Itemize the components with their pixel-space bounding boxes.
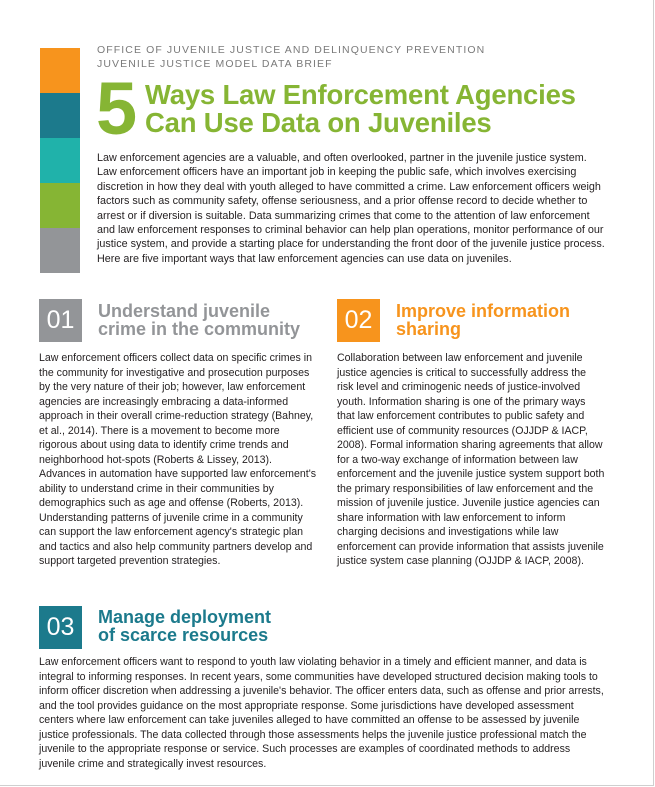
color-bar-dark-teal [40, 93, 80, 138]
section-title-03-line-2: of scarce resources [98, 625, 269, 645]
color-bar-stack [40, 48, 80, 273]
section-title-01-line-1: Understand juvenile [98, 301, 271, 321]
section-number-02: 02 [337, 299, 380, 342]
intro-paragraph: Law enforcement agencies are a valuable, and often overlooked, partner in the juvenile justice system. Law enforcement officers have an important job in keeping the public safe, which involves exercising discretion in how they deal with youth alleged to have committed a crime. Law enforcement officers weigh factors such as community safety, offense seriousness, and a prior offense record to decide whether to arrest or if diversion is suitable. Data summarizing crimes that come to the attention of law enforcement and law enforcement responses to criminal behavior can help plan operations, monitor performance of our justice system, and provide a starting place for understanding the front door of the juvenile justice process. Here are five important ways that law enforcement agencies can use data on juveniles. [97, 152, 605, 265]
section-body-03: Law enforcement officers want to respond to youth law violating behavior in a timely and efficient manner, and data is integral to informing responses. In recent years, some communities have developed structured decision making tools to inform officer discretion when addressing a juvenile's behavior. The officer enters data, such as offense and prior arrests, and the tool provides guidance on the most appropriate response. Some jurisdictions have developed assessment centers where law enforcement can take juveniles alleged to have committed an offense to be assessed by juvenile justice professionals. The data collected through those assessments helps the juvenile justice professional match the juvenile to the appropriate response or service. Such processes are examples of coordinated methods to address juvenile crime and strategically invest resources. [39, 656, 604, 770]
section-body-01: Law enforcement officers collect data on specific crimes in the community for investigative and prosecution purposes by the very nature of their job; however, law enforcement agencies are increasingly embracing a data-informed approach in their overall crime-reduction strategy (Bahney, et al., 2014). There is a movement to become more rigorous about using data to identify crime trends and neighborhood hot-spots (Roberts & Lissey, 2013). Advances in automation have supported law enforcement's ability to understand crime in their communities by demographics such as age and offense (Roberts, 2013). Understanding patterns of juvenile crime in a community can support the law enforcement agency's strategic plan and tactics and also help community partners develop and support targeted prevention strategies. [39, 352, 317, 567]
color-bar-teal [40, 138, 80, 183]
office-name: OFFICE OF JUVENILE JUSTICE AND DELINQUENCY PREVENTION [97, 44, 486, 56]
title-line-2: Can Use Data on Juveniles [145, 107, 492, 138]
section-number-03: 03 [39, 606, 82, 649]
color-bar-green [40, 183, 80, 228]
color-bar-gray [40, 228, 80, 273]
section-title-01 [98, 302, 300, 338]
section-body-02: Collaboration between law enforcement and juvenile justice agencies is critical to successfully address the risk level and criminogenic needs of justice-involved youth. Information sharing is one of the primary ways that law enforcement contributes to public safety and efficient use of community resources (OJJDP & IACP, 2008). Formal information sharing agreements that allow for a two-way exchange of information between law enforcement and the juvenile justice system support both the primary responsibilities of law enforcement and the mission of juvenile justice. Juvenile justice agencies can share information with law enforcement to inform charging decisions and investigations while law enforcement can provide information that assists juvenile justice system case planning (OJJDP & IACP, 2008). [337, 352, 605, 567]
section-title-02-line-1: Improve information [396, 301, 571, 321]
section-title-01-line-2: crime in the community [98, 319, 301, 339]
page-title [145, 81, 576, 137]
section-title-03 [98, 608, 271, 644]
brief-name: JUVENILE JUSTICE MODEL DATA BRIEF [97, 58, 333, 70]
section-title-02 [396, 302, 570, 338]
section-number-01: 01 [39, 299, 82, 342]
color-bar-orange [40, 48, 80, 93]
section-title-02-line-2: sharing [396, 319, 462, 339]
big-number: 5 [96, 67, 136, 150]
title-line-1: Ways Law Enforcement Agencies [145, 79, 576, 110]
section-title-03-line-1: Manage deployment [98, 607, 272, 627]
